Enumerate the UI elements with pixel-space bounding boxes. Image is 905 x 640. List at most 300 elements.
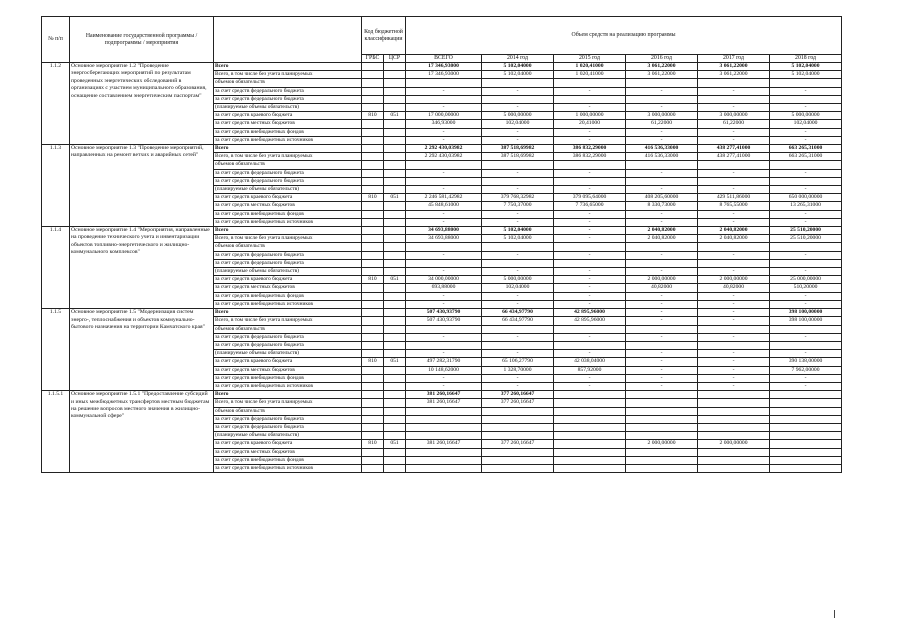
amount-total: 346,93000	[406, 120, 482, 128]
amount-year-2014: -	[482, 382, 554, 390]
amount-total	[406, 95, 482, 103]
header-year-2015: 2015 год	[554, 55, 626, 63]
amount-year-2015: 386 832,29000	[554, 153, 626, 161]
funding-source: (планируемые объемы обязательств)	[214, 104, 362, 112]
amount-year-2018: 7 962,00000	[770, 366, 842, 374]
amount-year-2015	[554, 464, 626, 472]
amount-year-2015: -	[554, 284, 626, 292]
funding-source: Всего	[214, 227, 362, 235]
code-csr	[384, 153, 406, 161]
amount-year-2014: 5 000,00000	[482, 112, 554, 120]
amount-year-2017: -	[698, 268, 770, 276]
amount-year-2015: 1 000,00000	[554, 112, 626, 120]
measure-name: Основное мероприятие 1.5.1 "Предоставление субсидий и иных межбюджетных трансфертов местным бюджетам на решение вопросов местного значения в жилищно-коммунальной сфере"	[70, 391, 214, 473]
amount-year-2018	[770, 440, 842, 448]
row-number: 1.1.3	[42, 145, 70, 227]
code-grbs	[362, 79, 384, 87]
amount-year-2016	[626, 415, 698, 423]
amount-year-2018: -	[770, 333, 842, 341]
code-csr	[384, 268, 406, 276]
amount-year-2016: -	[626, 309, 698, 317]
amount-year-2014: -	[482, 292, 554, 300]
amount-year-2018: -	[770, 104, 842, 112]
row-number: 1.1.2	[42, 63, 70, 145]
amount-total: -	[406, 374, 482, 382]
code-csr	[384, 243, 406, 251]
funding-source: за счет средств внебюджетных фондов	[214, 374, 362, 382]
measure-name: Основное мероприятие 1.4 "Мероприятия, направленные на проведение технического учета и инвентаризации объектов топливно-энергетического и жилищно-коммунального комплексов"	[70, 227, 214, 309]
code-grbs	[362, 309, 384, 317]
funding-source: за счет средств краевого бюджета	[214, 440, 362, 448]
code-csr	[384, 423, 406, 431]
amount-year-2015: -	[554, 374, 626, 382]
code-grbs: 810	[362, 112, 384, 120]
amount-year-2016: -	[626, 317, 698, 325]
amount-total: -	[406, 128, 482, 136]
amount-year-2018: 650 000,00000	[770, 194, 842, 202]
code-grbs	[362, 415, 384, 423]
amount-year-2017: -	[698, 251, 770, 259]
amount-year-2014: 5 000,00000	[482, 276, 554, 284]
code-grbs	[362, 153, 384, 161]
amount-year-2018: 398 100,00000	[770, 317, 842, 325]
amount-total: -	[406, 87, 482, 95]
code-grbs	[362, 177, 384, 185]
amount-total	[406, 407, 482, 415]
amount-year-2015: -	[554, 300, 626, 308]
amount-year-2014	[482, 464, 554, 472]
amount-year-2014: -	[482, 136, 554, 144]
amount-year-2018	[770, 79, 842, 87]
table-row	[42, 309, 842, 317]
amount-total: -	[406, 210, 482, 218]
amount-year-2018	[770, 161, 842, 169]
header-grbs: ГРБС	[362, 55, 384, 63]
amount-total: 381 260,16647	[406, 399, 482, 407]
header-name: Наименование государственной программы / подпрограммы / мероприятия	[70, 17, 214, 63]
code-grbs	[362, 218, 384, 226]
amount-year-2018: 398 100,00000	[770, 309, 842, 317]
code-grbs	[362, 145, 384, 153]
code-grbs	[362, 325, 384, 333]
row-number: 1.1.4	[42, 227, 70, 309]
code-csr	[384, 235, 406, 243]
amount-year-2015: -	[554, 382, 626, 390]
code-grbs	[362, 300, 384, 308]
header-year-2018: 2018 год	[770, 55, 842, 63]
code-csr: 051	[384, 194, 406, 202]
amount-total	[406, 341, 482, 349]
amount-year-2014	[482, 95, 554, 103]
amount-year-2017: 429 511,86000	[698, 194, 770, 202]
amount-year-2016: -	[626, 366, 698, 374]
funding-source: за счет средств федерального бюджета	[214, 169, 362, 177]
code-csr	[384, 128, 406, 136]
code-csr	[384, 325, 406, 333]
code-csr	[384, 202, 406, 210]
amount-year-2015	[554, 456, 626, 464]
amount-total: -	[406, 218, 482, 226]
amount-year-2016: -	[626, 186, 698, 194]
amount-year-2016	[626, 341, 698, 349]
amount-year-2018: -	[770, 251, 842, 259]
amount-year-2018: -	[770, 292, 842, 300]
amount-total: -	[406, 169, 482, 177]
amount-year-2018: 13 265,31000	[770, 202, 842, 210]
amount-year-2016: -	[626, 382, 698, 390]
amount-year-2018: -	[770, 300, 842, 308]
amount-year-2015: -	[554, 235, 626, 243]
code-grbs: 810	[362, 440, 384, 448]
amount-year-2017: -	[698, 169, 770, 177]
code-csr	[384, 95, 406, 103]
code-grbs	[362, 95, 384, 103]
amount-year-2017: 40,82000	[698, 284, 770, 292]
amount-year-2017: -	[698, 382, 770, 390]
funding-source: за счет средств местных бюджетов	[214, 120, 362, 128]
amount-total	[406, 79, 482, 87]
funding-source: Всего	[214, 63, 362, 71]
amount-year-2014: -	[482, 333, 554, 341]
funding-source: объемов обязательств	[214, 161, 362, 169]
amount-year-2017: 2 040,82000	[698, 227, 770, 235]
amount-year-2017	[698, 95, 770, 103]
code-csr	[384, 177, 406, 185]
amount-year-2015: 857,92000	[554, 366, 626, 374]
amount-year-2016	[626, 79, 698, 87]
amount-total	[406, 259, 482, 267]
amount-year-2018	[770, 259, 842, 267]
code-grbs	[362, 227, 384, 235]
amount-total: 507 430,93790	[406, 317, 482, 325]
amount-year-2014: 5 102,04000	[482, 71, 554, 79]
amount-year-2018: -	[770, 87, 842, 95]
amount-year-2016: -	[626, 268, 698, 276]
code-grbs: 810	[362, 194, 384, 202]
amount-year-2014	[482, 415, 554, 423]
amount-year-2018: 25 510,20000	[770, 235, 842, 243]
amount-total	[406, 456, 482, 464]
code-csr	[384, 104, 406, 112]
code-grbs	[362, 333, 384, 341]
code-csr	[384, 186, 406, 194]
amount-year-2014	[482, 79, 554, 87]
amount-year-2014: -	[482, 251, 554, 259]
amount-year-2016: 2 040,82000	[626, 235, 698, 243]
funding-source: за счет средств внебюджетных источников	[214, 464, 362, 472]
amount-total: -	[406, 350, 482, 358]
amount-year-2016	[626, 259, 698, 267]
code-csr	[384, 415, 406, 423]
amount-total: 693,88000	[406, 284, 482, 292]
amount-year-2017: -	[698, 87, 770, 95]
code-grbs	[362, 284, 384, 292]
funding-source: за счет средств внебюджетных фондов	[214, 210, 362, 218]
amount-year-2014	[482, 325, 554, 333]
code-csr	[384, 63, 406, 71]
code-csr	[384, 317, 406, 325]
amount-year-2015: 7 736,65000	[554, 202, 626, 210]
amount-year-2014	[482, 259, 554, 267]
code-grbs	[362, 136, 384, 144]
amount-total: -	[406, 333, 482, 341]
amount-year-2017	[698, 423, 770, 431]
amount-year-2017	[698, 325, 770, 333]
code-csr	[384, 169, 406, 177]
amount-year-2014: 65 106,27790	[482, 358, 554, 366]
funding-source: Всего, в том числе без учета планируемых	[214, 235, 362, 243]
funding-source: за счет средств федерального бюджета	[214, 333, 362, 341]
amount-year-2017: -	[698, 317, 770, 325]
amount-year-2017: -	[698, 300, 770, 308]
amount-total: -	[406, 268, 482, 276]
amount-total: 10 148,62000	[406, 366, 482, 374]
funding-source: Всего	[214, 391, 362, 399]
amount-year-2017	[698, 161, 770, 169]
amount-year-2017: -	[698, 136, 770, 144]
amount-year-2017	[698, 432, 770, 440]
amount-year-2016: 40,82000	[626, 284, 698, 292]
code-grbs	[362, 251, 384, 259]
funding-source: за счет средств внебюджетных источников	[214, 300, 362, 308]
amount-total: 34 693,88000	[406, 235, 482, 243]
funding-source: (планируемые объемы обязательств)	[214, 350, 362, 358]
funding-source: за счет средств федерального бюджета	[214, 177, 362, 185]
code-grbs	[362, 366, 384, 374]
code-csr	[384, 136, 406, 144]
amount-year-2016	[626, 456, 698, 464]
funding-source: объемов обязательств	[214, 407, 362, 415]
amount-year-2016	[626, 325, 698, 333]
amount-year-2015: -	[554, 210, 626, 218]
code-grbs	[362, 210, 384, 218]
amount-year-2016: 61,22000	[626, 120, 698, 128]
amount-year-2018	[770, 95, 842, 103]
amount-year-2015: -	[554, 292, 626, 300]
code-grbs: 810	[362, 276, 384, 284]
code-csr	[384, 464, 406, 472]
code-csr	[384, 391, 406, 399]
amount-year-2017: -	[698, 186, 770, 194]
code-csr: 051	[384, 276, 406, 284]
amount-year-2014	[482, 456, 554, 464]
code-grbs	[362, 382, 384, 390]
code-grbs	[362, 341, 384, 349]
code-csr	[384, 333, 406, 341]
amount-year-2015: 1 020,41000	[554, 63, 626, 71]
code-csr	[384, 374, 406, 382]
funding-source: объемов обязательств	[214, 325, 362, 333]
header-source-blank	[214, 17, 362, 63]
measure-name: Основное мероприятие 1.3 "Проведение мероприятий, направленных на ремонт ветхих и аварийных сетей"	[70, 145, 214, 227]
amount-year-2018: -	[770, 268, 842, 276]
amount-year-2014	[482, 432, 554, 440]
amount-year-2018: -	[770, 210, 842, 218]
amount-year-2014: -	[482, 218, 554, 226]
funding-source: за счет средств краевого бюджета	[214, 194, 362, 202]
amount-year-2014	[482, 423, 554, 431]
code-csr	[384, 218, 406, 226]
amount-total: -	[406, 136, 482, 144]
amount-total: 497 282,31790	[406, 358, 482, 366]
amount-year-2017: 438 277,41000	[698, 153, 770, 161]
amount-year-2017	[698, 259, 770, 267]
code-csr	[384, 382, 406, 390]
amount-total	[406, 423, 482, 431]
amount-year-2015	[554, 440, 626, 448]
code-grbs	[362, 87, 384, 95]
amount-year-2016	[626, 423, 698, 431]
amount-year-2015: -	[554, 276, 626, 284]
amount-year-2014: -	[482, 374, 554, 382]
amount-year-2015: -	[554, 350, 626, 358]
funding-source: за счет средств внебюджетных фондов	[214, 456, 362, 464]
table-row	[42, 391, 842, 399]
funding-source: за счет средств местных бюджетов	[214, 284, 362, 292]
code-grbs	[362, 128, 384, 136]
amount-year-2016: -	[626, 292, 698, 300]
header-csr: ЦСР	[384, 55, 406, 63]
amount-year-2014: 66 434,97790	[482, 317, 554, 325]
funding-source: (планируемые объемы обязательств)	[214, 186, 362, 194]
amount-year-2016: 416 536,33000	[626, 153, 698, 161]
amount-total: 507 430,93790	[406, 309, 482, 317]
code-csr	[384, 448, 406, 456]
funding-source: за счет средств федерального бюджета	[214, 87, 362, 95]
code-csr	[384, 292, 406, 300]
amount-year-2016: 8 330,73000	[626, 202, 698, 210]
code-grbs: 810	[362, 358, 384, 366]
amount-total	[406, 161, 482, 169]
budget-table-sheet	[41, 16, 841, 473]
code-csr	[384, 300, 406, 308]
amount-total: 2 246 581,42982	[406, 194, 482, 202]
amount-total: -	[406, 251, 482, 259]
amount-year-2017: -	[698, 210, 770, 218]
amount-year-2014: 377 260,16647	[482, 399, 554, 407]
funding-source: объемов обязательств	[214, 243, 362, 251]
code-csr	[384, 251, 406, 259]
table-row	[42, 145, 842, 153]
code-grbs	[362, 169, 384, 177]
amount-year-2016	[626, 448, 698, 456]
amount-total: 2 292 430,03982	[406, 153, 482, 161]
amount-year-2016: -	[626, 333, 698, 341]
amount-year-2017	[698, 391, 770, 399]
amount-year-2017	[698, 79, 770, 87]
code-grbs	[362, 186, 384, 194]
amount-year-2018: 5 102,04000	[770, 63, 842, 71]
amount-year-2016: 2 040,82000	[626, 227, 698, 235]
code-grbs	[362, 268, 384, 276]
amount-year-2015: -	[554, 227, 626, 235]
funding-source: Всего, в том числе без учета планируемых	[214, 317, 362, 325]
amount-year-2014	[482, 243, 554, 251]
amount-year-2018: -	[770, 169, 842, 177]
amount-year-2018	[770, 325, 842, 333]
amount-year-2015: -	[554, 136, 626, 144]
code-grbs	[362, 432, 384, 440]
amount-total: 17 346,93000	[406, 71, 482, 79]
amount-year-2016: -	[626, 358, 698, 366]
funding-source: за счет средств федерального бюджета	[214, 415, 362, 423]
amount-year-2014: -	[482, 128, 554, 136]
amount-year-2014: 377 260,16647	[482, 440, 554, 448]
amount-year-2018: -	[770, 136, 842, 144]
amount-year-2014: 5 102,04000	[482, 227, 554, 235]
code-grbs	[362, 292, 384, 300]
funding-source: за счет средств местных бюджетов	[214, 366, 362, 374]
code-grbs	[362, 423, 384, 431]
code-csr	[384, 432, 406, 440]
amount-year-2016	[626, 391, 698, 399]
amount-year-2016: 408 205,60000	[626, 194, 698, 202]
amount-year-2015: 42 895,96000	[554, 309, 626, 317]
amount-year-2015	[554, 448, 626, 456]
amount-year-2016	[626, 432, 698, 440]
amount-year-2018	[770, 341, 842, 349]
amount-year-2018: 25 000,00000	[770, 276, 842, 284]
amount-year-2015: -	[554, 87, 626, 95]
amount-year-2016: -	[626, 251, 698, 259]
amount-year-2018	[770, 177, 842, 185]
amount-year-2018: 663 265,31000	[770, 145, 842, 153]
amount-year-2014: 102,04000	[482, 284, 554, 292]
funding-source: за счет средств федерального бюджета	[214, 95, 362, 103]
amount-year-2018: 5 102,04000	[770, 71, 842, 79]
amount-year-2015: 20,41000	[554, 120, 626, 128]
amount-year-2018	[770, 456, 842, 464]
amount-year-2016	[626, 407, 698, 415]
amount-year-2018: 663 265,31000	[770, 153, 842, 161]
budget-table	[41, 16, 842, 473]
header-volume: Объем средств на реализацию программы	[406, 17, 842, 55]
code-csr	[384, 284, 406, 292]
funding-source: за счет средств краевого бюджета	[214, 358, 362, 366]
amount-total	[406, 432, 482, 440]
amount-year-2015	[554, 341, 626, 349]
amount-year-2015: -	[554, 104, 626, 112]
funding-source: за счет средств внебюджетных источников	[214, 136, 362, 144]
amount-year-2014: 5 102,04000	[482, 235, 554, 243]
header-code: Код бюджетной классификации	[362, 17, 406, 55]
amount-year-2017: 2 000,00000	[698, 276, 770, 284]
code-csr: 051	[384, 112, 406, 120]
funding-source: (планируемые объемы обязательств)	[214, 268, 362, 276]
funding-source: за счет средств краевого бюджета	[214, 112, 362, 120]
amount-year-2014: 102,04000	[482, 120, 554, 128]
amount-year-2015: -	[554, 268, 626, 276]
funding-source: за счет средств федерального бюджета	[214, 251, 362, 259]
amount-year-2015: -	[554, 333, 626, 341]
code-grbs	[362, 456, 384, 464]
amount-year-2016: -	[626, 218, 698, 226]
amount-year-2015: -	[554, 251, 626, 259]
amount-year-2014: -	[482, 186, 554, 194]
amount-year-2017: -	[698, 292, 770, 300]
amount-year-2016: 2 000,00000	[626, 440, 698, 448]
amount-year-2015: 42 895,96000	[554, 317, 626, 325]
amount-year-2016: -	[626, 128, 698, 136]
code-csr	[384, 407, 406, 415]
table-row	[42, 227, 842, 235]
amount-total: -	[406, 292, 482, 300]
code-grbs	[362, 259, 384, 267]
amount-year-2016	[626, 464, 698, 472]
funding-source: Всего	[214, 145, 362, 153]
code-csr	[384, 71, 406, 79]
code-grbs	[362, 235, 384, 243]
